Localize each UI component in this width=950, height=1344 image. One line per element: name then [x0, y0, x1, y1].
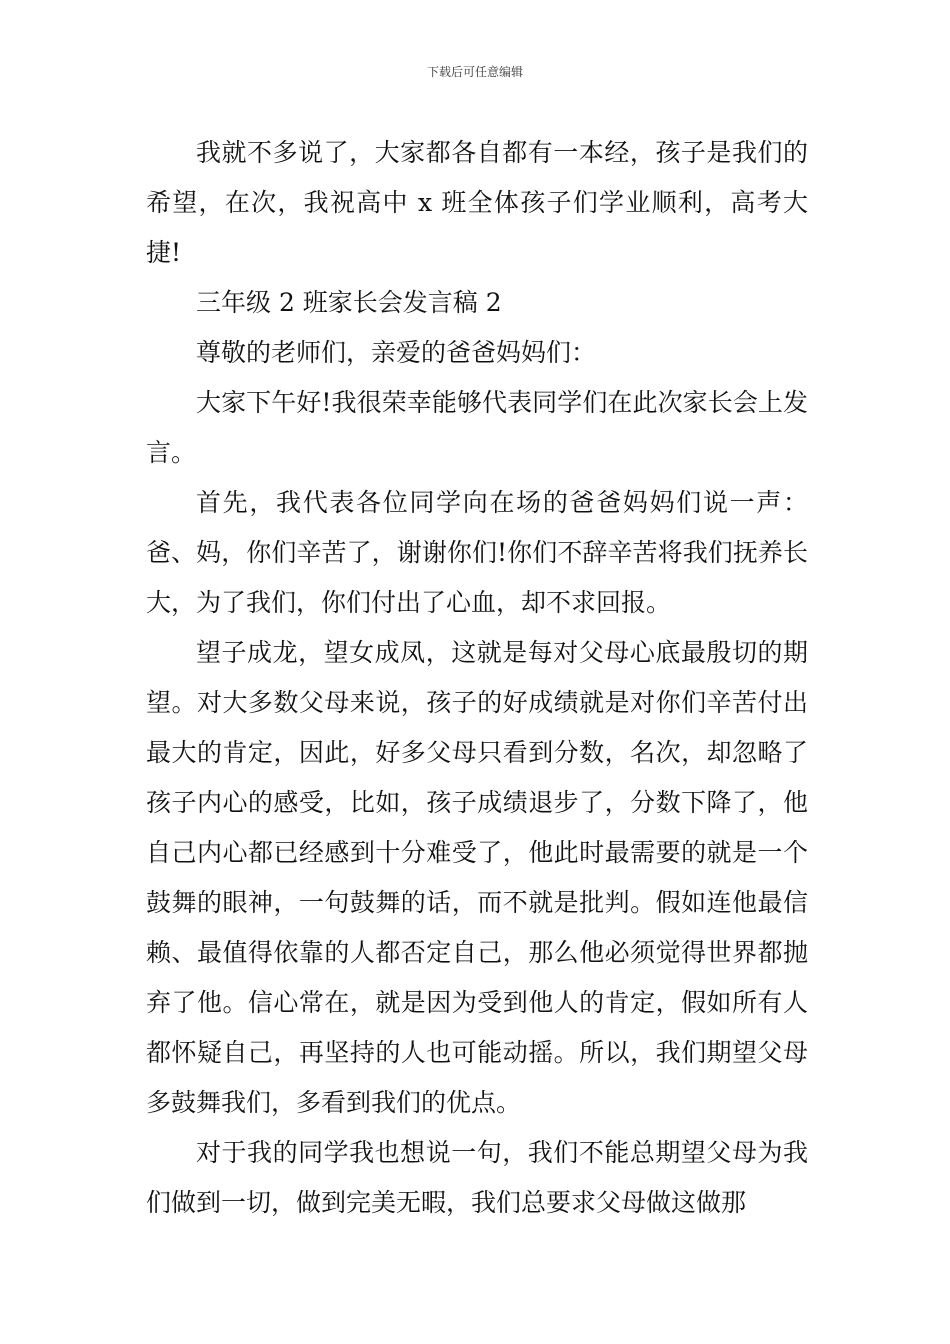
paragraph-closing: 我就不多说了，大家都各自都有一本经，孩子是我们的希望，在次，我祝高中 x 班全体孩子们学业顺利，高考大捷! — [146, 138, 808, 267]
page-header: 下载后可任意编辑 — [426, 65, 523, 79]
paragraph-thanks: 首先，我代表各位同学向在场的爸爸妈妈们说一声：爸、妈，你们辛苦了，谢谢你们!你们不辞辛苦将我们抚养长大，为了我们，你们付出了心血，却不求回报。 — [146, 488, 808, 617]
paragraph-greeting: 大家下午好!我很荣幸能够代表同学们在此次家长会上发言。 — [146, 388, 808, 467]
paragraph-expectations: 望子成龙，望女成凤，这就是每对父母心底最殷切的期望。对大多数父母来说，孩子的好成绩就是对你们辛苦付出最大的肯定，因此，好多父母只看到分数，名次，却忽略了孩子内心的感受，比如，孩子成绩退步了，分数下降了，他自己内心都已经感到十分难受了，他此时最需要的就是一个鼓舞的眼神，一句鼓舞的话，而不就是批判。假如连他最信赖、最值得依靠的人都否定自己，那么他必须觉得世界都抛弃了他。信心常在，就是因为受到他人的肯定，假如所有人都怀疑自己，再坚持的人也可能动摇。所以，我们期望父母多鼓舞我们，多看到我们的优点。 — [146, 638, 808, 1117]
document-body — [146, 128, 808, 1228]
salutation: 尊敬的老师们，亲爱的爸爸妈妈们： — [196, 338, 597, 367]
paragraph-classmates: 对于我的同学我也想说一句，我们不能总期望父母为我们做到一切，做到完美无暇，我们总要求父母做这做那 — [146, 1138, 808, 1217]
section-title: 三年级 2 班家长会发言稿 2 — [196, 288, 502, 317]
